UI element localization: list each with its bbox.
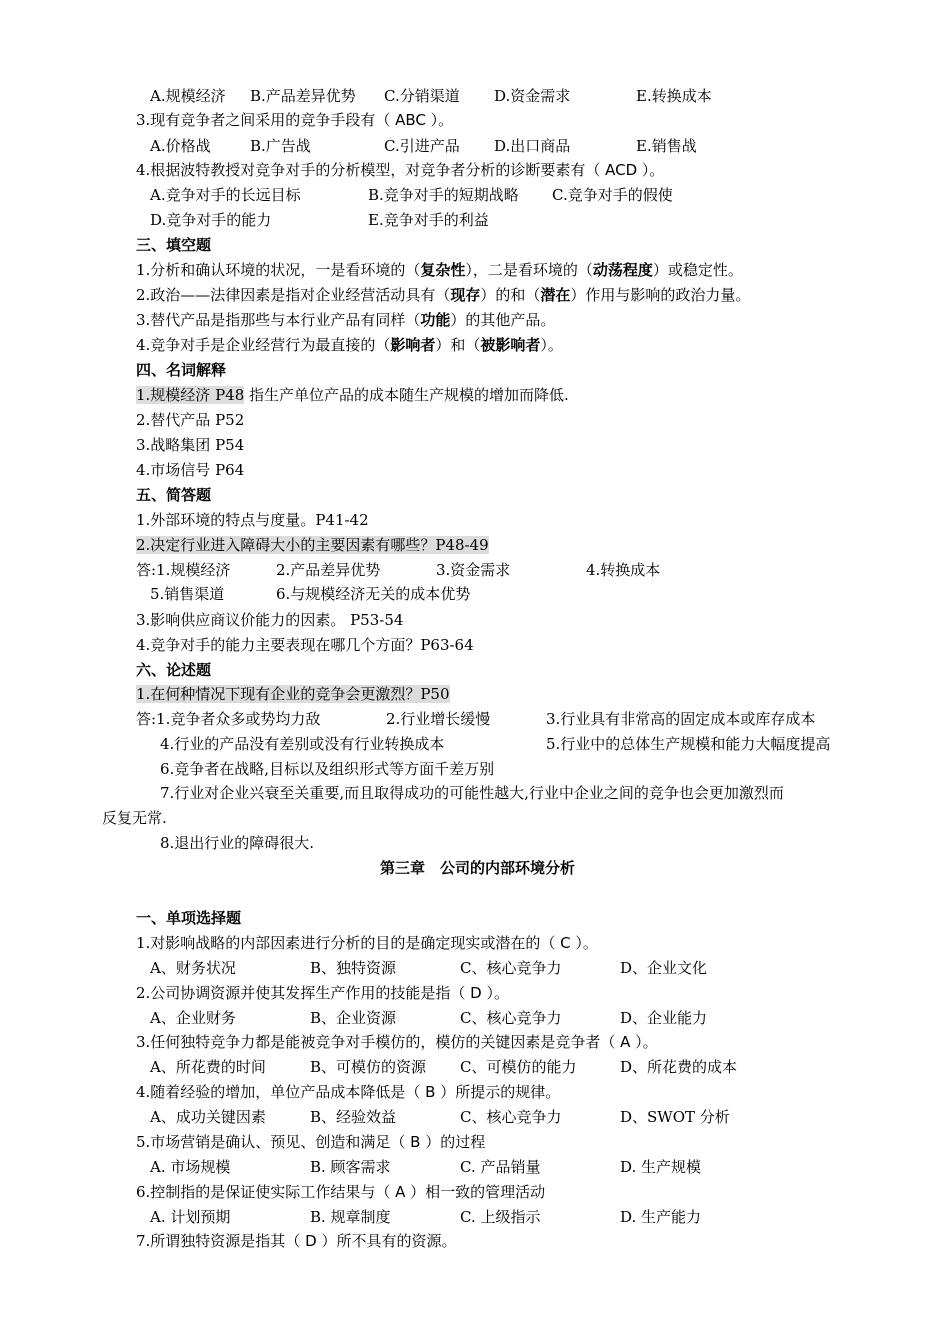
question-5	[136, 1132, 485, 1152]
answer-item: 3.资金需求	[436, 561, 511, 579]
question-1	[136, 933, 598, 953]
answer: B	[410, 1133, 421, 1151]
question-3	[136, 110, 453, 130]
question-text: 7.所谓独特资源是指其（	[136, 1232, 301, 1250]
answer: 动荡程度	[592, 261, 653, 279]
fill-blank-4	[136, 335, 563, 355]
option-a: A.价格战	[150, 137, 211, 155]
answer-item: 2.行业增长缓慢	[386, 710, 491, 728]
option-c: C.竞争对手的假使	[552, 186, 673, 204]
answer: D	[470, 984, 482, 1002]
text: 1.分析和确认环境的状况，一是看环境的（	[136, 261, 421, 279]
question-text: ）。	[641, 161, 665, 179]
option-b: B.产品差异优势	[250, 87, 356, 105]
option-b: B、可模仿的资源	[310, 1058, 427, 1076]
answer: B	[425, 1083, 436, 1101]
option-a: A、企业财务	[150, 1009, 236, 1027]
short-answer-4: 4.竞争对手的能力主要表现在哪几个方面？P63-64	[136, 636, 474, 654]
text: 2.政治——法律因素是指对企业经营活动具有（	[136, 286, 451, 304]
answer-item: 5.行业中的总体生产规模和能力大幅度提高	[546, 735, 831, 753]
option-d: D.出口商品	[494, 137, 571, 155]
option-e: E.销售战	[636, 137, 697, 155]
option-d: D.竞争对手的能力	[150, 211, 272, 229]
option-a: A.竞争对手的长远目标	[150, 186, 301, 204]
option-c: C、核心竞争力	[460, 1009, 562, 1027]
option-d: D、企业文化	[620, 959, 708, 977]
answer: 被影响者	[480, 336, 541, 354]
answer: 复杂性	[420, 261, 466, 279]
text: ）的其他产品。	[450, 311, 556, 329]
text: ），二是看环境的（	[465, 261, 593, 279]
option-c: C. 上级指示	[460, 1208, 541, 1226]
option-c: C、可模仿的能力	[460, 1058, 577, 1076]
option-d: D、企业能力	[620, 1009, 708, 1027]
question-text: ）的过程	[425, 1133, 486, 1151]
question-text: ）所不具有的资源。	[321, 1232, 457, 1250]
question-text: 3.任何独特竞争力都是能被竞争对手模仿的，模仿的关键因素是竞争者（	[136, 1033, 616, 1051]
question-4	[136, 1082, 560, 1102]
option-a: A、财务状况	[150, 959, 236, 977]
question-2	[136, 983, 509, 1003]
option-a: A.规模经济	[150, 87, 226, 105]
fill-blank-1	[136, 260, 743, 280]
essay-1	[136, 684, 450, 704]
answer: C	[560, 934, 571, 952]
option-d: D. 生产规模	[620, 1158, 702, 1176]
option-b: B.竞争对手的短期战略	[368, 186, 519, 204]
option-a: A、所花费的时间	[150, 1058, 266, 1076]
question-text: 3.现有竞争者之间采用的竞争手段有（	[136, 111, 391, 129]
question-text: ）。	[486, 984, 509, 1002]
answer: A	[620, 1033, 631, 1051]
section-heading: 一、单项选择题	[136, 909, 242, 927]
answer: A	[395, 1183, 406, 1201]
option-b: B.广告战	[250, 137, 311, 155]
question-text: ）相一致的管理活动	[410, 1183, 546, 1201]
option-b: B. 规章制度	[310, 1208, 391, 1226]
answer-item: 答:1.竞争者众多或势均力敌	[136, 710, 321, 728]
answer-item: 7.行业对企业兴衰至关重要,而且取得成功的可能性越大,行业中企业之间的竞争也会更加激烈而	[160, 784, 784, 802]
question-text: 1.对影响战略的内部因素进行分析的目的是确定现实或潜在的（	[136, 934, 556, 952]
question-text: 5.市场营销是确认、预见、创造和满足（	[136, 1133, 406, 1151]
option-d: D.资金需求	[494, 87, 571, 105]
answer-item: 4.转换成本	[586, 561, 661, 579]
option-b: B. 顾客需求	[310, 1158, 391, 1176]
text: ）。	[540, 336, 563, 354]
text: 3.替代产品是指那些与本行业产品有同样（	[136, 311, 421, 329]
answer-item-continued: 反复无常.	[102, 809, 167, 827]
question-3	[136, 1032, 658, 1052]
question-text: 4.根据波特教授对竞争对手的分析模型，对竞争者分析的诊断要素有（	[136, 161, 601, 179]
answer-item: 5.销售渠道	[150, 585, 225, 603]
option-a: A. 计划预期	[150, 1208, 231, 1226]
answer: ACD	[605, 161, 638, 179]
question-text: ）。	[575, 934, 598, 952]
term-title: 1.规模经济 P48	[136, 386, 245, 404]
section-heading: 四、名词解释	[136, 361, 227, 379]
question-4	[136, 160, 664, 180]
option-c: C、核心竞争力	[460, 1108, 562, 1126]
term-2: 2.替代产品 P52	[136, 411, 245, 429]
text: ）和（	[435, 336, 481, 354]
question-text: ）所提示的规律。	[440, 1083, 561, 1101]
question-text: 2.决定行业进入障碍大小的主要因素有哪些？P48-49	[136, 536, 489, 554]
answer-item: 8.退出行业的障碍很大.	[160, 834, 315, 852]
text: ）作用与影响的政治力量。	[570, 286, 751, 304]
term-1	[136, 385, 569, 405]
question-text: 4.随着经验的增加，单位产品成本降低是（	[136, 1083, 421, 1101]
question-text: 6.控制指的是保证使实际工作结果与（	[136, 1183, 391, 1201]
answer-item: 3.行业具有非常高的固定成本或库存成本	[546, 710, 816, 728]
question-text: 2.公司协调资源并使其发挥生产作用的技能是指（	[136, 984, 466, 1002]
text: ）或稳定性。	[652, 261, 743, 279]
question-text: ）。	[635, 1033, 658, 1051]
question-7	[136, 1231, 456, 1251]
option-b: B、经验效益	[310, 1108, 397, 1126]
question-text: ）。	[430, 111, 454, 129]
answer: D	[305, 1232, 317, 1250]
option-e: E.竞争对手的利益	[368, 211, 489, 229]
term-3: 3.战略集团 P54	[136, 436, 245, 454]
short-answer-3: 3.影响供应商议价能力的因素。 P53-54	[136, 611, 404, 629]
option-b: B、独特资源	[310, 959, 397, 977]
chapter-title: 第三章 公司的内部环境分析	[380, 859, 576, 877]
option-d: D、SWOT 分析	[620, 1108, 730, 1126]
text: 4.竞争对手是企业经营行为最直接的（	[136, 336, 391, 354]
term-definition: 指生产单位产品的成本随生产规模的增加而降低.	[244, 386, 569, 404]
option-c: C、核心竞争力	[460, 959, 562, 977]
answer-item: 6.与规模经济无关的成本优势	[276, 585, 471, 603]
option-e: E.转换成本	[636, 87, 712, 105]
answer-item: 4.行业的产品没有差别或没有行业转换成本	[160, 735, 445, 753]
section-heading: 三、填空题	[136, 236, 212, 254]
option-c: C. 产品销量	[460, 1158, 541, 1176]
fill-blank-3	[136, 310, 555, 330]
answer-item: 6.竞争者在战略,目标以及组织形式等方面千差万别	[160, 760, 495, 778]
short-answer-2	[136, 535, 489, 555]
option-d: D. 生产能力	[620, 1208, 702, 1226]
option-d: D、所花费的成本	[620, 1058, 738, 1076]
question-6	[136, 1182, 545, 1202]
section-heading: 五、简答题	[136, 486, 212, 504]
question-text: 1.在何种情况下现有企业的竞争会更激烈？P50	[136, 685, 450, 703]
short-answer-1: 1.外部环境的特点与度量。P41-42	[136, 511, 369, 529]
option-c: C.引进产品	[384, 137, 460, 155]
answer: ABC	[395, 111, 426, 129]
answer: 影响者	[390, 336, 436, 354]
fill-blank-2	[136, 285, 750, 305]
answer: 潜在	[540, 286, 571, 304]
answer: 现存	[450, 286, 481, 304]
option-b: B、企业资源	[310, 1009, 397, 1027]
option-a: A. 市场规模	[150, 1158, 231, 1176]
answer-item: 答:1.规模经济	[136, 561, 231, 579]
text: ）的和（	[480, 286, 541, 304]
term-4: 4.市场信号 P64	[136, 461, 245, 479]
option-c: C.分销渠道	[384, 87, 460, 105]
answer-item: 2.产品差异优势	[276, 561, 381, 579]
answer: 功能	[420, 311, 451, 329]
section-heading: 六、论述题	[136, 661, 212, 679]
option-a: A、成功关键因素	[150, 1108, 266, 1126]
